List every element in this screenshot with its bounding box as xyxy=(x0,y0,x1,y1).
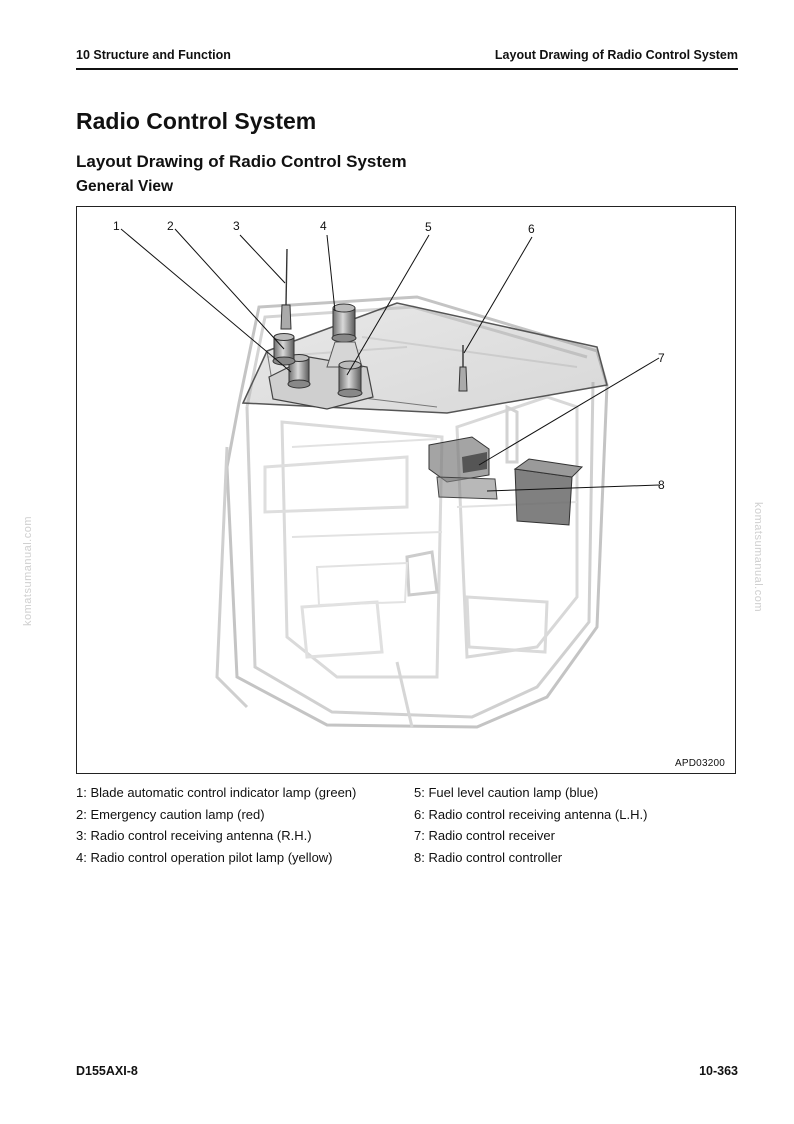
section-title: Layout Drawing of Radio Control System xyxy=(76,152,407,171)
page-title: Radio Control System xyxy=(76,108,317,134)
callout-8: 8 xyxy=(658,478,665,492)
callout-3: 3 xyxy=(233,219,240,233)
legend-item: 5: Fuel level caution lamp (blue) xyxy=(414,785,599,800)
callout-6: 6 xyxy=(528,222,535,236)
legend-item: 4: Radio control operation pilot lamp (yellow) xyxy=(76,849,333,865)
callout-5: 5 xyxy=(425,220,432,234)
lamp-5-icon xyxy=(338,361,362,397)
callout-4: 4 xyxy=(320,219,327,233)
header-section: 10 Structure and Function xyxy=(76,48,231,62)
legend-column-right xyxy=(414,782,647,868)
callout-1: 1 xyxy=(113,219,120,233)
antenna-rh-icon xyxy=(281,249,291,329)
page-footer xyxy=(76,1064,738,1082)
legend-item: 7: Radio control receiver xyxy=(414,828,555,843)
legend-item: 3: Radio control receiving antenna (R.H.) xyxy=(76,828,312,843)
footer-page-number: 10-363 xyxy=(699,1064,738,1078)
legend-item: 6: Radio control receiving antenna (L.H.) xyxy=(414,806,648,822)
header-rule xyxy=(76,68,738,70)
legend-item: 1: Blade automatic control indicator lamp (green) xyxy=(76,785,357,800)
cab-illustration xyxy=(77,207,735,773)
footer-model: D155AXI-8 xyxy=(76,1064,138,1078)
layout-drawing-figure xyxy=(76,206,736,774)
legend-item: 2: Emergency caution lamp (red) xyxy=(76,806,265,822)
legend-item: 8: Radio control controller xyxy=(414,849,563,865)
callout-2: 2 xyxy=(167,219,174,233)
legend-column-left xyxy=(76,782,356,868)
watermark-right: komatsumanual.com xyxy=(752,502,764,612)
callout-7: 7 xyxy=(658,351,665,365)
radio-control-receiver-icon xyxy=(429,437,489,482)
header-topic: Layout Drawing of Radio Control System xyxy=(494,48,738,62)
figure-id: APD03200 xyxy=(675,758,725,769)
page-header xyxy=(76,48,738,68)
subsection-title: General View xyxy=(76,178,174,195)
watermark-left: komatsumanual.com xyxy=(22,516,34,626)
